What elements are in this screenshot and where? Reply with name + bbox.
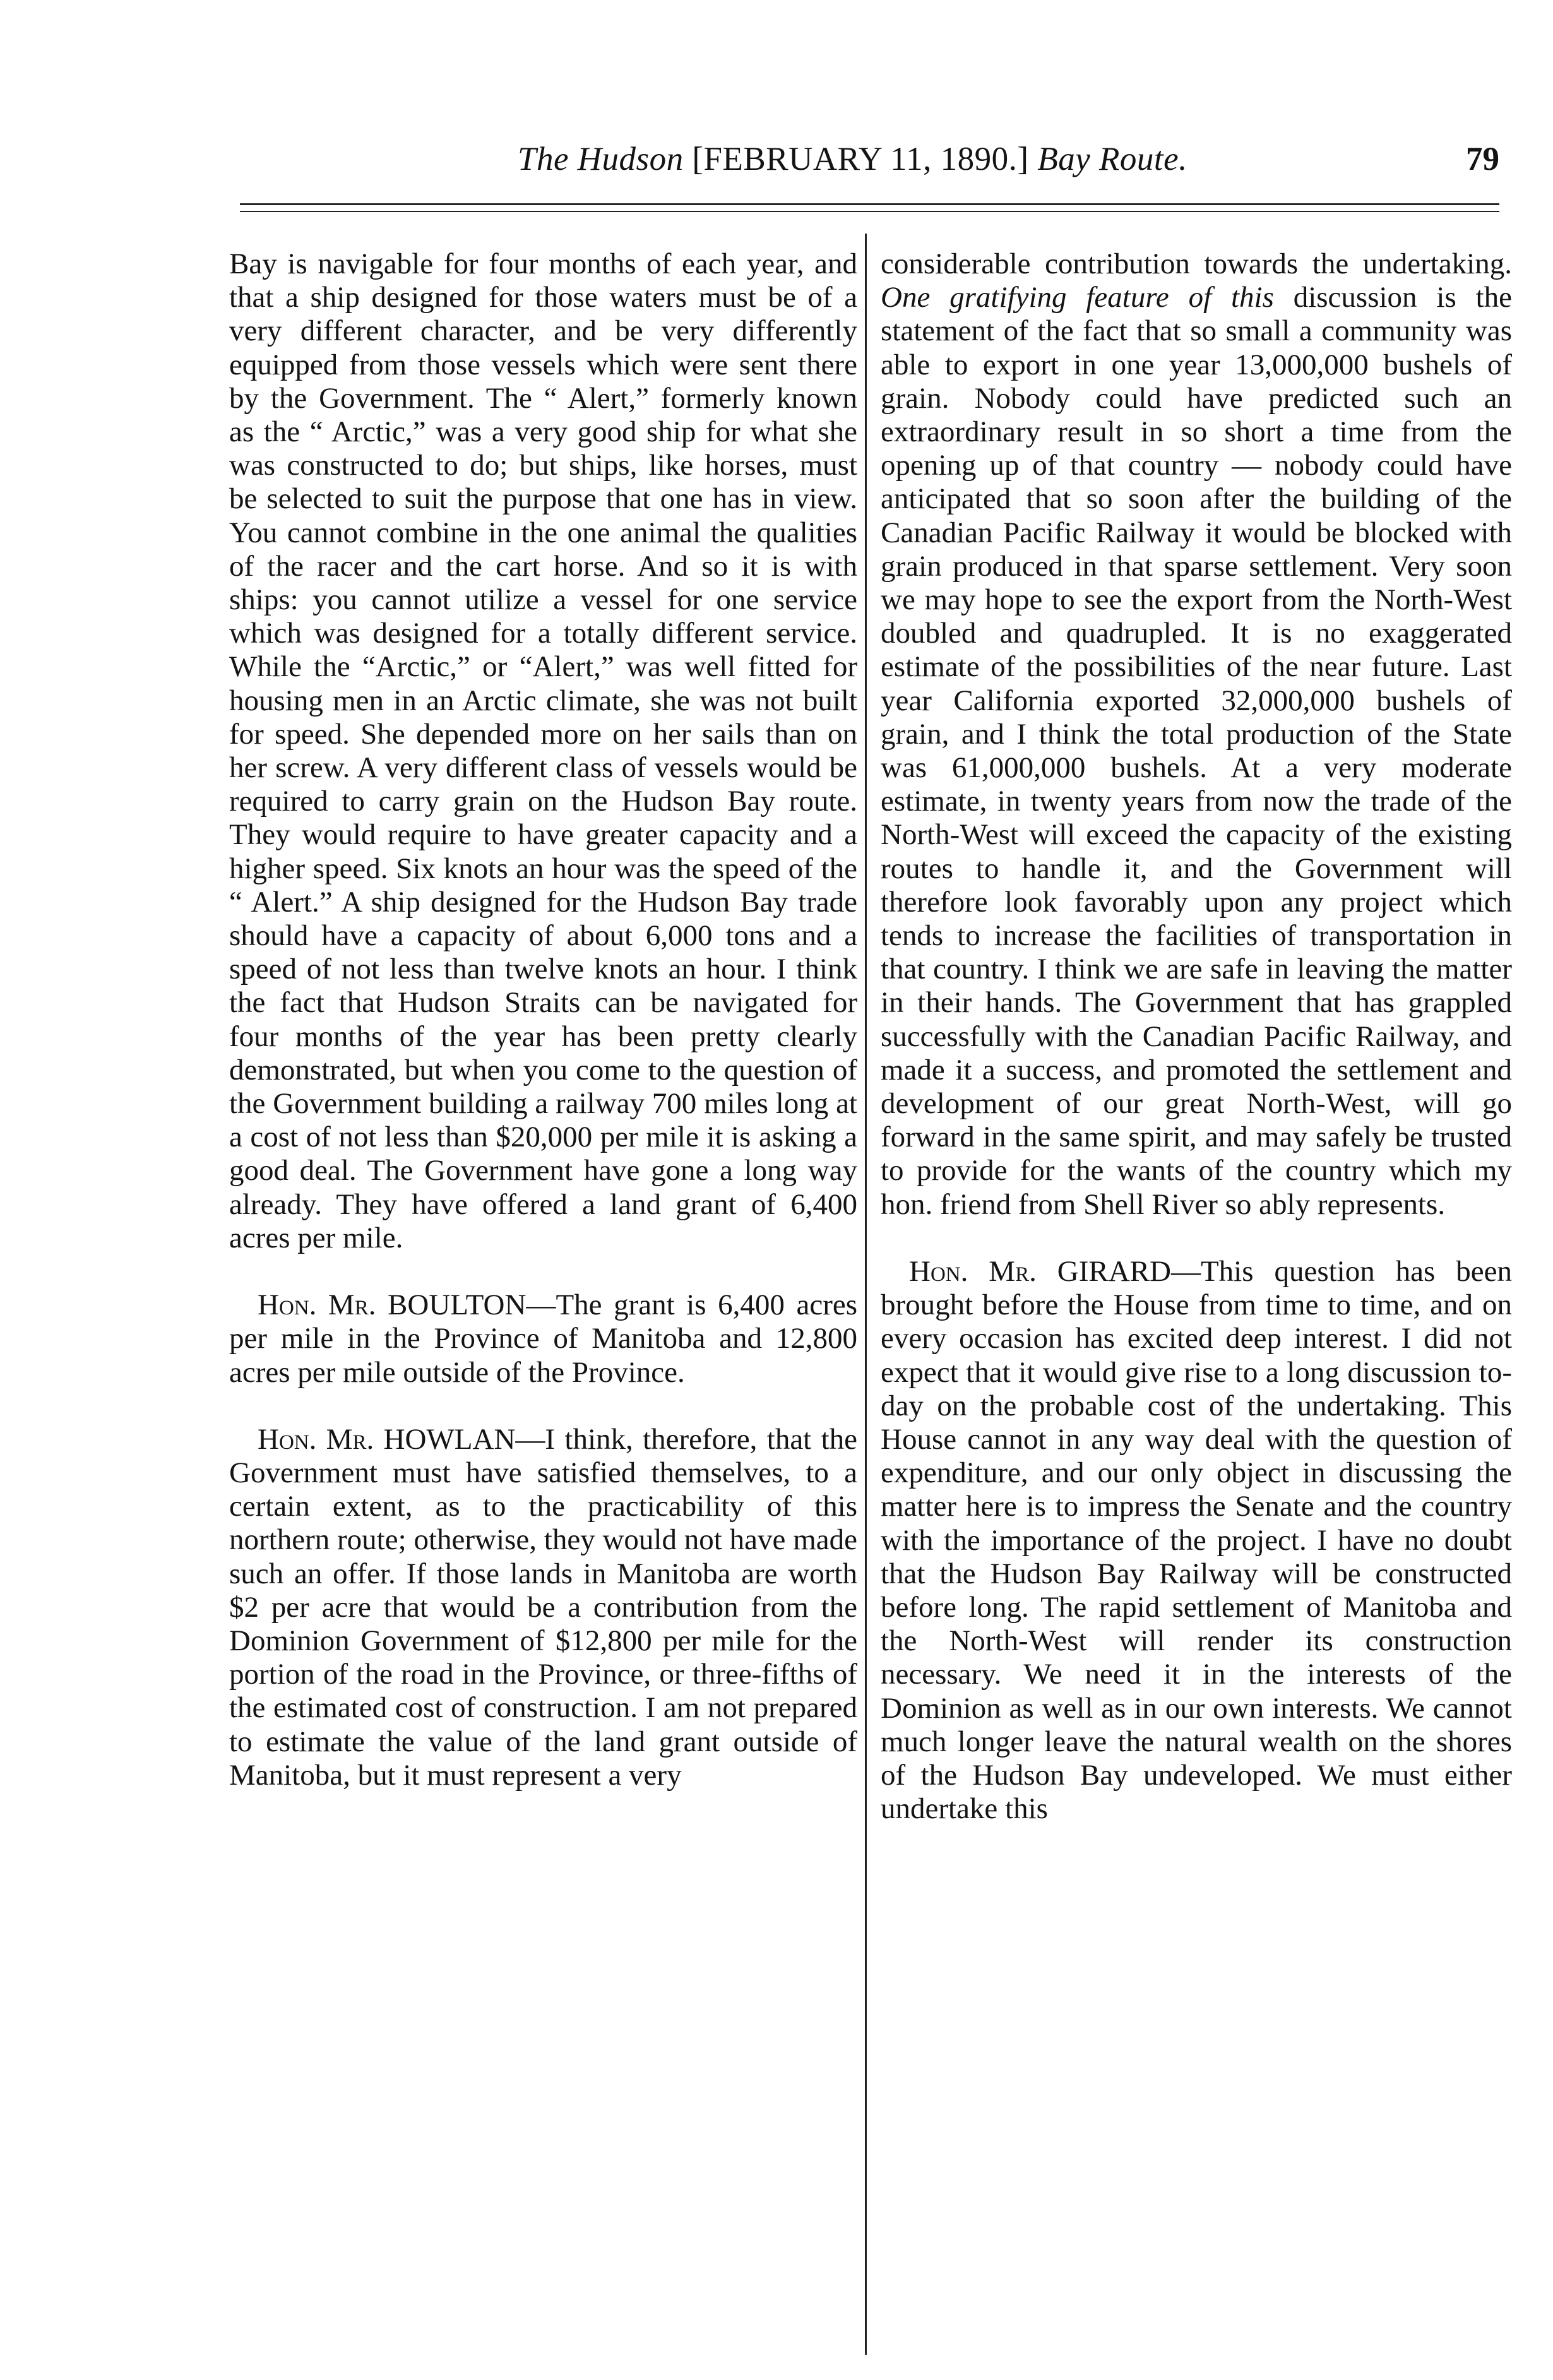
boulton-speech-text: The grant is 6,400 acres per mile in the Province of Manitoba and 12,800 acres per mile outside of the Province. — [229, 1288, 858, 1389]
running-title-date: [FEBRUARY 11, 1890.] — [683, 141, 1038, 177]
right-paragraph-1-rest: discussion is the statement of the fact that so small a community was able to export in one year 13,000,000 bushels of grain. Nobody could have predicted such an extraordinary result in so short a time from the opening up of that country — nobody could have anticipated that so soon after the building of the Canadian Pacific Railway it would be blocked with grain produced in that sparse settlement. Very soon we may hope to see the export from the North-West doubled and quadrupled. It is no exaggerated estimate of the possibilities of the near future. Last year California exported 32,000,000 bushels of grain, and I think the total production of the State was 61,000,000 bushels. At a very moderate estimate, in twenty years from now the trade of the North-West will exceed the capacity of the existing routes to handle it, and the Government will therefore look favorably upon any project which tends to increase the facilities of transportation in that country. I think we are safe in leaving the matter in their hands. The Government that has grappled successfully with the Canadian Pacific Railway, and made it a success, and promoted the settlement and development of our great North-West, will go forward in the same spirit, and may safely be trusted to provide for the wants of the country which my hon. friend from Shell River so ably represents. — [881, 281, 1512, 1221]
header-rule-bottom — [240, 211, 1499, 212]
left-column — [229, 247, 857, 1792]
boulton-speech — [229, 1288, 857, 1389]
right-column — [881, 247, 1512, 1826]
right-paragraph-1-italic: One gratifying feature of this — [881, 281, 1274, 314]
speaker-howlan: Hon. Mr. HOWLAN— — [258, 1422, 545, 1456]
speaker-girard: Hon. Mr. GIRARD— — [909, 1254, 1201, 1288]
header-rule-top — [240, 203, 1499, 205]
running-title — [518, 140, 1187, 178]
howlan-speech — [229, 1423, 857, 1792]
page-number: 79 — [1466, 141, 1499, 177]
column-divider — [865, 234, 867, 2355]
speaker-boulton: Hon. Mr. BOULTON— — [258, 1288, 556, 1322]
running-title-part-2: Bay Route. — [1037, 141, 1187, 177]
left-paragraph-1: Bay is navigable for four months of each year, and that a ship designed for those waters must be of a very different character, and be very differently equipped from those vessels which were sent there by the Government. The “ Alert,” formerly known as the “ Arctic,” was a very good ship for what she was constructed to do; but ships, like horses, must be selected to suit the purpose that one has in view. You cannot combine in the one animal the qualities of the racer and the cart horse. And so it is with ships: you cannot utilize a vessel for one service which was designed for a totally different service. While the “Arctic,” or “Alert,” was well fitted for housing men in an Arctic climate, she was not built for speed. She depended more on her sails than on her screw. A very different class of vessels would be required to carry grain on the Hudson Bay route. They would require to have greater capacity and a higher speed. Six knots an hour was the speed of the “ Alert.” A ship designed for the Hudson Bay trade should have a capacity of about 6,000 tons and a speed of not less than twelve knots an hour. I think the fact that Hudson Straits can be navigated for four months of the year has been pretty clearly demonstrated, but when you come to the question of the Government building a railway 700 miles long at a cost of not less than $20,000 per mile it is asking a good deal. The Government have gone a long way already. They have offered a land grant of 6,400 acres per mile. — [229, 247, 857, 1254]
girard-speech — [881, 1255, 1512, 1826]
running-title-part-1: The Hudson — [518, 141, 684, 177]
right-paragraph-1-start: considerable contribution towards the undertaking. — [881, 247, 1512, 280]
howlan-speech-text: I think, therefore, that the Government must have satisfied themselves, to a certain extent, as to the practicability of this northern route; otherwise, they would not have made such an offer. If those lands in Manitoba are worth $2 per acre that would be a contribution from the Dominion Government of $12,800 per mile for the portion of the road in the Province, or three-fifths of the estimated cost of construction. I am not prepared to estimate the value of the land grant outside of Manitoba, but it must represent a very — [229, 1422, 857, 1792]
running-header — [240, 140, 1499, 191]
girard-speech-text: This question has been brought before the House from time to time, and on every occasion has excited deep interest. I did not expect that it would give rise to a long discussion to-day on the probable cost of the undertaking. This House cannot in any way deal with the question of expenditure, and our only object in discussing the matter here is to impress the Senate and the country with the importance of the project. I have no doubt that the Hudson Bay Railway will be constructed before long. The rapid settlement of Manitoba and the North-West will render its construction necessary. We need it in the interests of the Dominion as well as in our own interests. We cannot much longer leave the natural wealth on the shores of the Hudson Bay undeveloped. We must either undertake this — [881, 1254, 1512, 1826]
right-paragraph-1 — [881, 247, 1512, 1222]
